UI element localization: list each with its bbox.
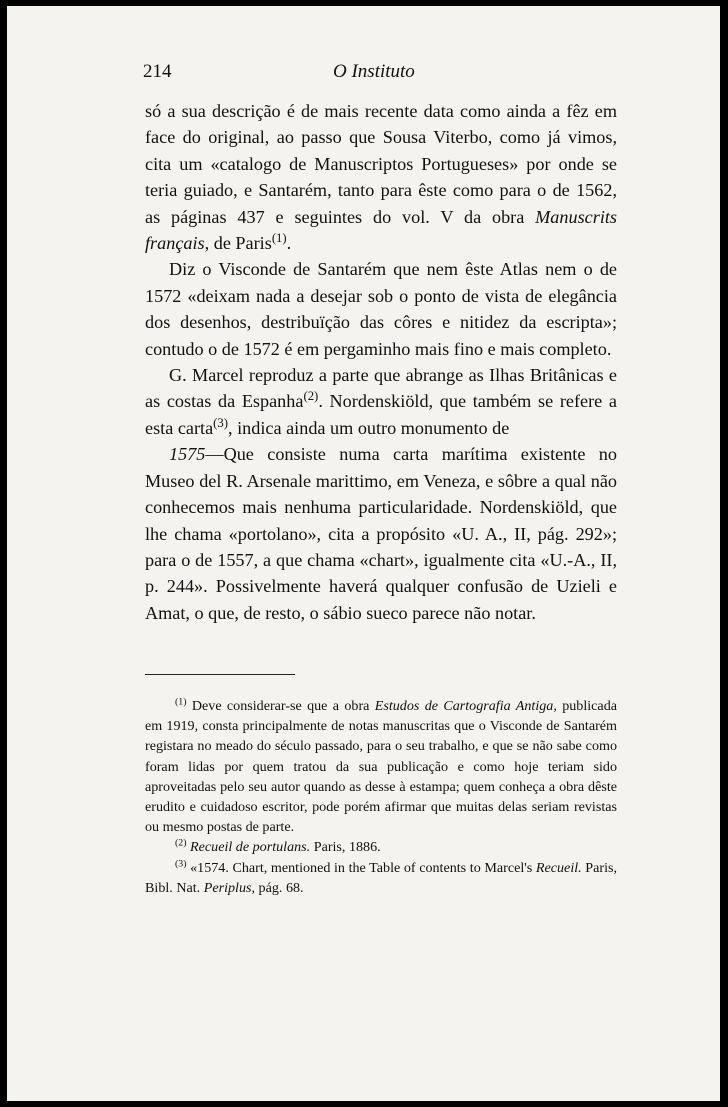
footnote-ref-2: (2) — [303, 389, 319, 404]
footnote-1-text: Deve considerar-se que a obra — [186, 698, 375, 714]
paragraph-3-text-c: , indica ainda um outro monumento de — [228, 417, 510, 438]
paragraph-4 — [145, 441, 617, 626]
paragraph-3-text-b: . Nordenskiöld, que também se refere a esta carta — [145, 391, 617, 438]
footnote-3-text: «1574. Chart, mentioned in the Table of contents to Marcel's — [186, 859, 536, 876]
footnote-2-italic: Recueil de portulans. — [190, 839, 311, 856]
footnotes — [145, 696, 617, 898]
paragraph-1-text-b: de Paris — [209, 233, 272, 254]
page-number: 214 — [143, 61, 172, 82]
footnote-3-italic-b: Periplus, — [203, 879, 256, 896]
footnote-3-text-c: pág. 68. — [255, 879, 304, 896]
footnote-1-italic: Estudos de Cartografia Antiga, — [374, 698, 557, 714]
footnote-ref-3: (3) — [213, 415, 229, 430]
paragraph-3-text: G. Marcel reproduz a parte que abrange as Ilhas Britânicas e as costas da Espanha — [145, 365, 617, 412]
paragraph-1 — [145, 98, 617, 256]
footnote-3-text-b: Paris, Bibl. Nat. — [145, 859, 617, 896]
footnote-3-italic-a: Recueil. — [535, 859, 582, 876]
footnote-2 — [145, 837, 617, 857]
footnote-ref-1: (1) — [271, 230, 287, 245]
footnote-3 — [145, 858, 617, 898]
paragraph-4-year: 1575 — [169, 444, 206, 465]
paragraph-4-text: —Que consiste numa carta marítima existente no Museo del R. Arsenale marittimo, em Veneza, e sôbre a qual não conhecemos mais nenhuma particularidade. Nordenskiöld, que lhe chama «portolano», cita a propósito «U. A., II, pág. 292»; para o de 1557, a que chama «chart», igualmente cita «U.-A., II, p. 244». Possivelmente haverá qualquer confusão de Uzieli e Amat, o que, de resto, o sábio sueco parece não notar. — [145, 444, 617, 623]
main-text — [145, 98, 617, 626]
footnote-3-mark: (3) — [175, 857, 187, 869]
footnote-1 — [145, 696, 617, 837]
paragraph-1-italic: Manuscrits français, — [145, 206, 617, 254]
book-page — [7, 6, 720, 1101]
paragraph-2: Diz o Visconde de Santarém que nem êste Atlas nem o de 1572 «deixam nada a desejar sob o ponto de vista de elegância dos desenhos, destribuïção das côres e nitidez da escripta»; contudo o de 1572 é em pergaminho mais fino e mais completo. — [145, 259, 617, 359]
footnote-2-text: Paris, 1886. — [310, 839, 381, 856]
footnote-divider — [145, 674, 295, 675]
footnote-2-mark: (2) — [175, 837, 187, 849]
page-header — [143, 61, 613, 87]
running-title: O Instituto — [333, 61, 415, 82]
paragraph-1-text-c: . — [286, 233, 292, 254]
paragraph-1-text: só a sua descrição é de mais recente data como ainda a fêz em face do original, ao passo que Sousa Viterbo, como já vimos, cita um «catalogo de Manuscriptos Portugueses» por onde se teria guiado, e Santarém, tanto para êste como para o de 1562, as páginas 437 e seguintes do vol. V da obra — [145, 101, 617, 227]
paragraph-3 — [145, 362, 617, 441]
footnote-1-mark: (1) — [175, 696, 187, 708]
footnote-1-text-b: publicada em 1919, consta principalmente de notas manuscritas que o Visconde de Santarém registara no meado do século passado, para o seu trabalho, e que se não sabe como foram lidas por quem tratou da sua publicação e como hoje teriam sido aproveitadas pelo seu autor quando as desse à estampa; quem conheça a obra dêste erudito e cuidadoso escritor, pode porém afirmar que muitas delas seriam revistas ou mesmo postas de parte. — [145, 698, 617, 836]
